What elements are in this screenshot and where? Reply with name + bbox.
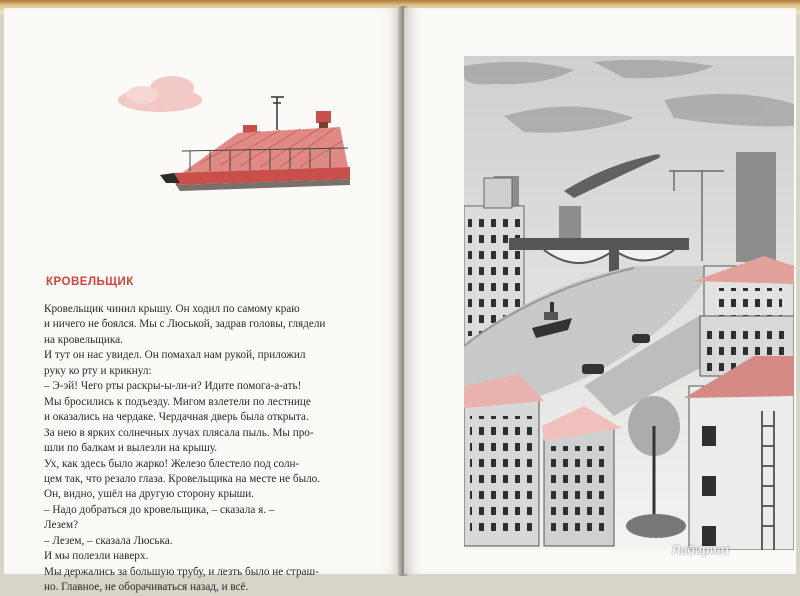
story-line: руку ко рту и крикнул:	[44, 364, 152, 377]
antenna-icon	[271, 97, 284, 130]
story-line: Мы бросились к подъезду. Мигом взлетели по лестнице	[44, 395, 311, 408]
story-line: Лезем?	[44, 519, 79, 532]
story-line: Кровельщик чинил крышу. Он ходил по самому краю	[44, 303, 300, 315]
story-line: цем так, что резало глаза. Кровельщика на месте не было.	[44, 472, 321, 485]
story-line: Ух, как здесь было жарко! Железо блестело под солн-	[44, 457, 300, 470]
story-line: – Надо добраться до кровельщика, – сказала я. –	[44, 503, 275, 516]
chimney-right	[316, 111, 331, 123]
story-line: И тут он нас увидел. Он помахал нам рукой, приложил	[44, 349, 306, 362]
roof-illustration	[110, 55, 360, 205]
story-line: шли по балкам и вылезли на крышу.	[44, 442, 218, 455]
story-line: но. Главное, не оборачиваться назад, и всё.	[44, 581, 249, 594]
story-heading: КРОВЕЛЬЩИК	[46, 276, 134, 288]
story-line: И мы полезли наверх.	[44, 550, 149, 563]
story-line: – Э-эй! Чего рты раскры-ы-ли-и? Идите помога-а-ать!	[44, 380, 302, 393]
story-line: Он, видно, ушёл на другую сторону крыши.	[44, 488, 254, 501]
story-line: и ничего не боялся. Мы с Люськой, задрав головы, глядели	[44, 318, 326, 331]
city-illustration	[464, 56, 794, 550]
story-line: на кровельщика.	[44, 333, 123, 346]
story-text	[44, 302, 364, 596]
labirint-watermark: Лабиринт	[672, 543, 731, 557]
story-line: – Лезем, – сказала Люська.	[44, 534, 173, 547]
story-line: За нею в ярких солнечных лучах плясала пыль. Мы про-	[44, 426, 314, 439]
car-icon	[582, 364, 604, 374]
story-line: Мы держались за большую трубу, и лезть было не страш-	[44, 565, 319, 578]
cloud-icon	[118, 76, 202, 112]
car-icon	[632, 334, 650, 343]
story-line: и оказались на чердаке. Чердачная дверь была открыта.	[44, 411, 309, 424]
